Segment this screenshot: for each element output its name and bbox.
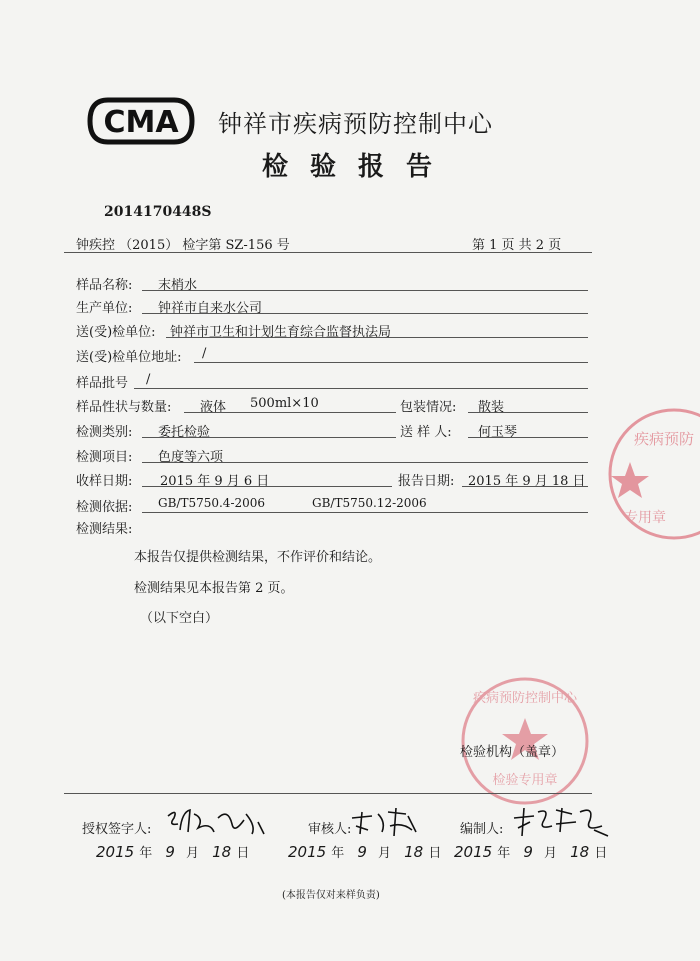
svg-text:CMA: CMA	[103, 105, 179, 140]
submitter-label: 送(受)检单位:	[76, 325, 156, 340]
svg-text:疾病预防: 疾病预防	[634, 430, 695, 448]
field-underline	[142, 437, 396, 438]
report-date-label: 报告日期:	[398, 474, 455, 489]
test-type-value: 委托检验	[158, 425, 211, 440]
field-underline	[468, 437, 588, 438]
svg-text:检验专用章: 检验专用章	[492, 773, 558, 788]
field-underline	[134, 388, 588, 389]
page-info: 第 1 页 共 2 页	[472, 238, 562, 253]
batch-value: /	[146, 372, 151, 387]
seal-stamp-icon	[604, 404, 700, 544]
field-underline	[184, 412, 396, 413]
reviewer-date: 2015 年 9 月 18 日	[288, 843, 442, 861]
editor-date: 2015 年 9 月 18 日	[454, 843, 608, 861]
field-underline	[142, 313, 588, 314]
document-number: 钟疾控 （2015） 检字第 SZ-156 号	[76, 238, 290, 253]
state-value: 液体	[200, 400, 227, 415]
reviewer-label: 审核人:	[308, 822, 352, 837]
submitter-value: 钟祥市卫生和计划生育综合监督执法局	[170, 325, 392, 340]
sender-label: 送 样 人:	[400, 425, 452, 440]
cma-logo-icon	[86, 96, 196, 146]
field-underline	[142, 462, 588, 463]
producer-value: 钟祥市自来水公司	[158, 301, 263, 316]
producer-label: 生产单位:	[76, 301, 133, 316]
items-label: 检测项目:	[76, 450, 133, 465]
report-date-value: 2015 年 9 月 18 日	[468, 474, 586, 489]
results-line-2: 检测结果见本报告第 2 页。	[134, 581, 294, 596]
institution-seal-label: 检验机构（盖章）	[460, 745, 565, 760]
received-label: 收样日期:	[76, 474, 133, 489]
footer-note: (本报告仅对来样负责)	[282, 890, 380, 901]
header-divider	[64, 252, 592, 253]
field-underline	[166, 337, 588, 338]
sample-name-label: 样品名称:	[76, 278, 133, 293]
basis-standard-2: GB/T5750.12-2006	[312, 496, 427, 510]
items-value: 色度等六项	[158, 450, 224, 465]
report-title: 检验报告	[262, 152, 455, 182]
field-underline	[468, 412, 588, 413]
svg-text:专用章: 专用章	[624, 510, 666, 526]
report-serial: 2014170448S	[104, 204, 212, 220]
authorized-signature-icon	[160, 804, 270, 840]
results-label: 检测结果:	[76, 522, 133, 537]
submitter-address-label: 送(受)检单位地址:	[76, 350, 182, 365]
sample-name-value: 末梢水	[158, 278, 198, 293]
test-type-label: 检测类别:	[76, 425, 133, 440]
editor-label: 编制人:	[460, 822, 504, 837]
reviewer-signature-icon	[346, 804, 426, 840]
field-underline	[142, 290, 588, 291]
quantity-value: 500ml×10	[250, 396, 319, 411]
basis-label: 检测依据:	[76, 500, 133, 515]
state-label: 样品性状与数量:	[76, 400, 172, 415]
signature-divider	[64, 793, 592, 794]
sender-value: 何玉琴	[478, 425, 518, 440]
authorized-signer-label: 授权签字人:	[82, 822, 152, 837]
packaging-value: 散装	[478, 400, 505, 415]
results-line-1: 本报告仅提供检测结果，不作评价和结论。	[134, 550, 382, 565]
organization-name: 钟祥市疾病预防控制中心	[218, 110, 493, 138]
field-underline	[142, 486, 392, 487]
batch-label: 样品批号	[76, 376, 129, 391]
authorized-date: 2015 年 9 月 18 日	[96, 843, 250, 861]
field-underline	[462, 486, 588, 487]
svg-text:疾病预防控制中心: 疾病预防控制中心	[472, 691, 578, 706]
basis-standard-1: GB/T5750.4-2006	[158, 496, 266, 510]
packaging-label: 包装情况:	[400, 400, 457, 415]
received-value: 2015 年 9 月 6 日	[160, 474, 270, 489]
field-underline	[194, 362, 588, 363]
field-underline	[142, 512, 588, 513]
blank-below-note: （以下空白）	[140, 611, 219, 626]
submitter-address-value: /	[202, 346, 207, 361]
editor-signature-icon	[510, 802, 614, 840]
